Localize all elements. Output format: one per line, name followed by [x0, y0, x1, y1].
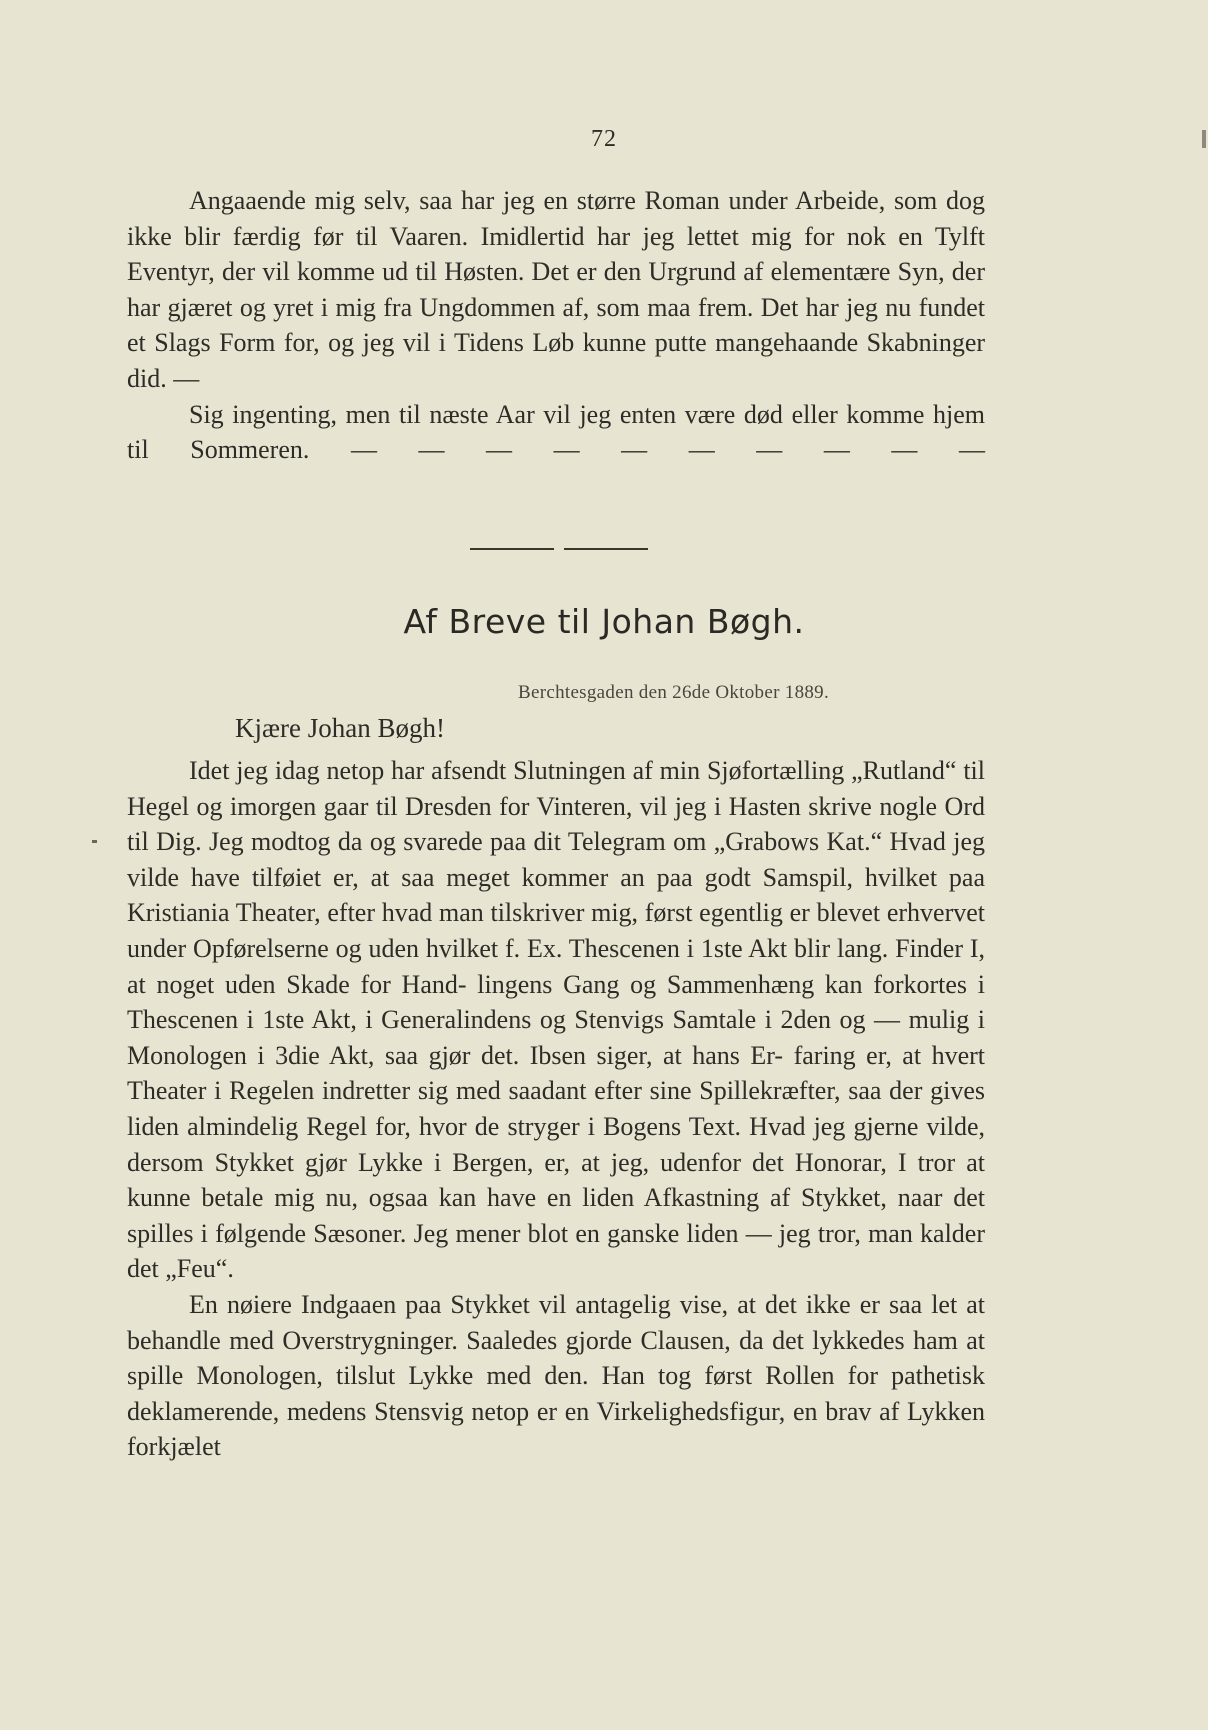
text-line: Slags Form for, og jeg vil i Tidens Løb kunne putte mangehaande [154, 328, 859, 358]
page-number: 72 [591, 126, 617, 152]
text-line: jeg i Hasten skrive nogle Ord til Dig. Jeg modtog da og svarede [127, 791, 985, 857]
text-line: med den. Han tog først Rollen for pathetisk deklamerende, medens [127, 1361, 985, 1426]
paragraph-1 [127, 183, 985, 397]
text-line: En nøiere Indgaaen paa Stykket vil antagelig vise, at det [189, 1289, 797, 1319]
text-line: en ganske liden — jeg tror, man kalder det „Feu“. [127, 1218, 986, 1284]
divider-rule-right [564, 548, 648, 550]
text-line: er den Urgrund af elementære Syn, der har gjæret og yret i mig [127, 257, 986, 322]
text-line: mig for nok en Tylft Eventyr, der vil komme ud til Høsten. Det [127, 221, 985, 287]
letter-heading: Af Breve til Johan Bøgh. [403, 602, 805, 641]
text-line: er, at saa meget kommer an paa godt Samspil, hvilket paa Kristiania [127, 862, 986, 928]
text-line: tror at kunne betale mig nu, ogsaa kan have en liden Afkastning [127, 1147, 985, 1213]
text-line: Idet jeg idag netop har afsendt Slutningen af min Sjøfortælling [189, 756, 845, 785]
top-section [127, 183, 985, 468]
text-line: eller komme hjem til Sommeren. — — — — — — — — — — [127, 399, 985, 465]
text-line: faring er, at hvert Theater i Regelen indretter sig med saadant [127, 1040, 985, 1106]
text-line: Angaaende mig selv, saa har jeg en større Roman under Arbeide, [189, 186, 886, 215]
text-line: Stykket gjør Lykke i Bergen, er, at jeg, udenfor det Honorar, I [214, 1147, 907, 1177]
letter-dateline: Berchtesgaden den 26de Oktober 1889. [518, 682, 830, 703]
text-line: lingens Gang og Sammenhæng kan forkortes i Thescenen i 1ste [127, 969, 985, 1035]
paragraph-2 [127, 397, 985, 468]
letter-paragraph-1 [127, 753, 985, 1287]
letter-salutation: Kjære Johan Bøgh! [235, 713, 445, 743]
text-line: af Stykket, naar det spilles i følgende Sæsoner. Jeg mener blot [127, 1183, 985, 1248]
text-line: erhvervet under Opførelserne og uden hvilket f. Ex. Thescenen i [127, 898, 986, 963]
text-line: 1ste Akt blir lang. Finder I, at noget uden Skade for Hand- [127, 933, 985, 999]
text-line: Sig ingenting, men til næste Aar vil jeg enten være død [189, 399, 783, 429]
letter-body [127, 753, 985, 1465]
text-line: fra Ungdommen af, som maa frem. Det har jeg nu fundet et [127, 292, 985, 358]
text-line: Skabninger did. — [127, 328, 986, 393]
text-line: Stensvig netop er en Virkelighedsfigur, en brav af Lykken forkjælet [127, 1396, 986, 1462]
text-line: ikke er saa let at behandle med Overstrygninger. Saaledes gjorde [127, 1289, 986, 1355]
text-line: paa dit Telegram om „Grabows Kat.“ Hvad jeg vilde have tilføiet [127, 827, 985, 892]
letter-paragraph-2 [127, 1287, 985, 1465]
text-line: som dog ikke blir færdig før til Vaaren. Imidlertid har jeg lettet [127, 186, 985, 251]
text-line: Monologen i 3die Akt, saa gjør det. Ibsen siger, at hans Er- [127, 1040, 784, 1070]
text-line: Clausen, da det lykkedes ham at spille Monologen, tilslut Lykke [127, 1325, 985, 1391]
text-line: „Rutland“ til Hegel og imorgen gaar til Dresden for Vinteren, vil [127, 756, 985, 821]
margin-mark [92, 840, 97, 843]
text-line: Theater, efter hvad man tilskriver mig, først egentlig er blevet [235, 898, 881, 928]
section-divider [470, 548, 648, 550]
text-line: hvor de stryger i Bogens Text. Hvad jeg gjerne vilde, dersom [127, 1111, 986, 1177]
text-line: efter sine Spillekræfter, saa der gives liden almindelig Regel for, [127, 1076, 986, 1141]
text-line: Akt, i Generalindens og Stenvigs Samtale i 2den og — mulig i [311, 1005, 985, 1035]
divider-rule-left [470, 548, 554, 550]
